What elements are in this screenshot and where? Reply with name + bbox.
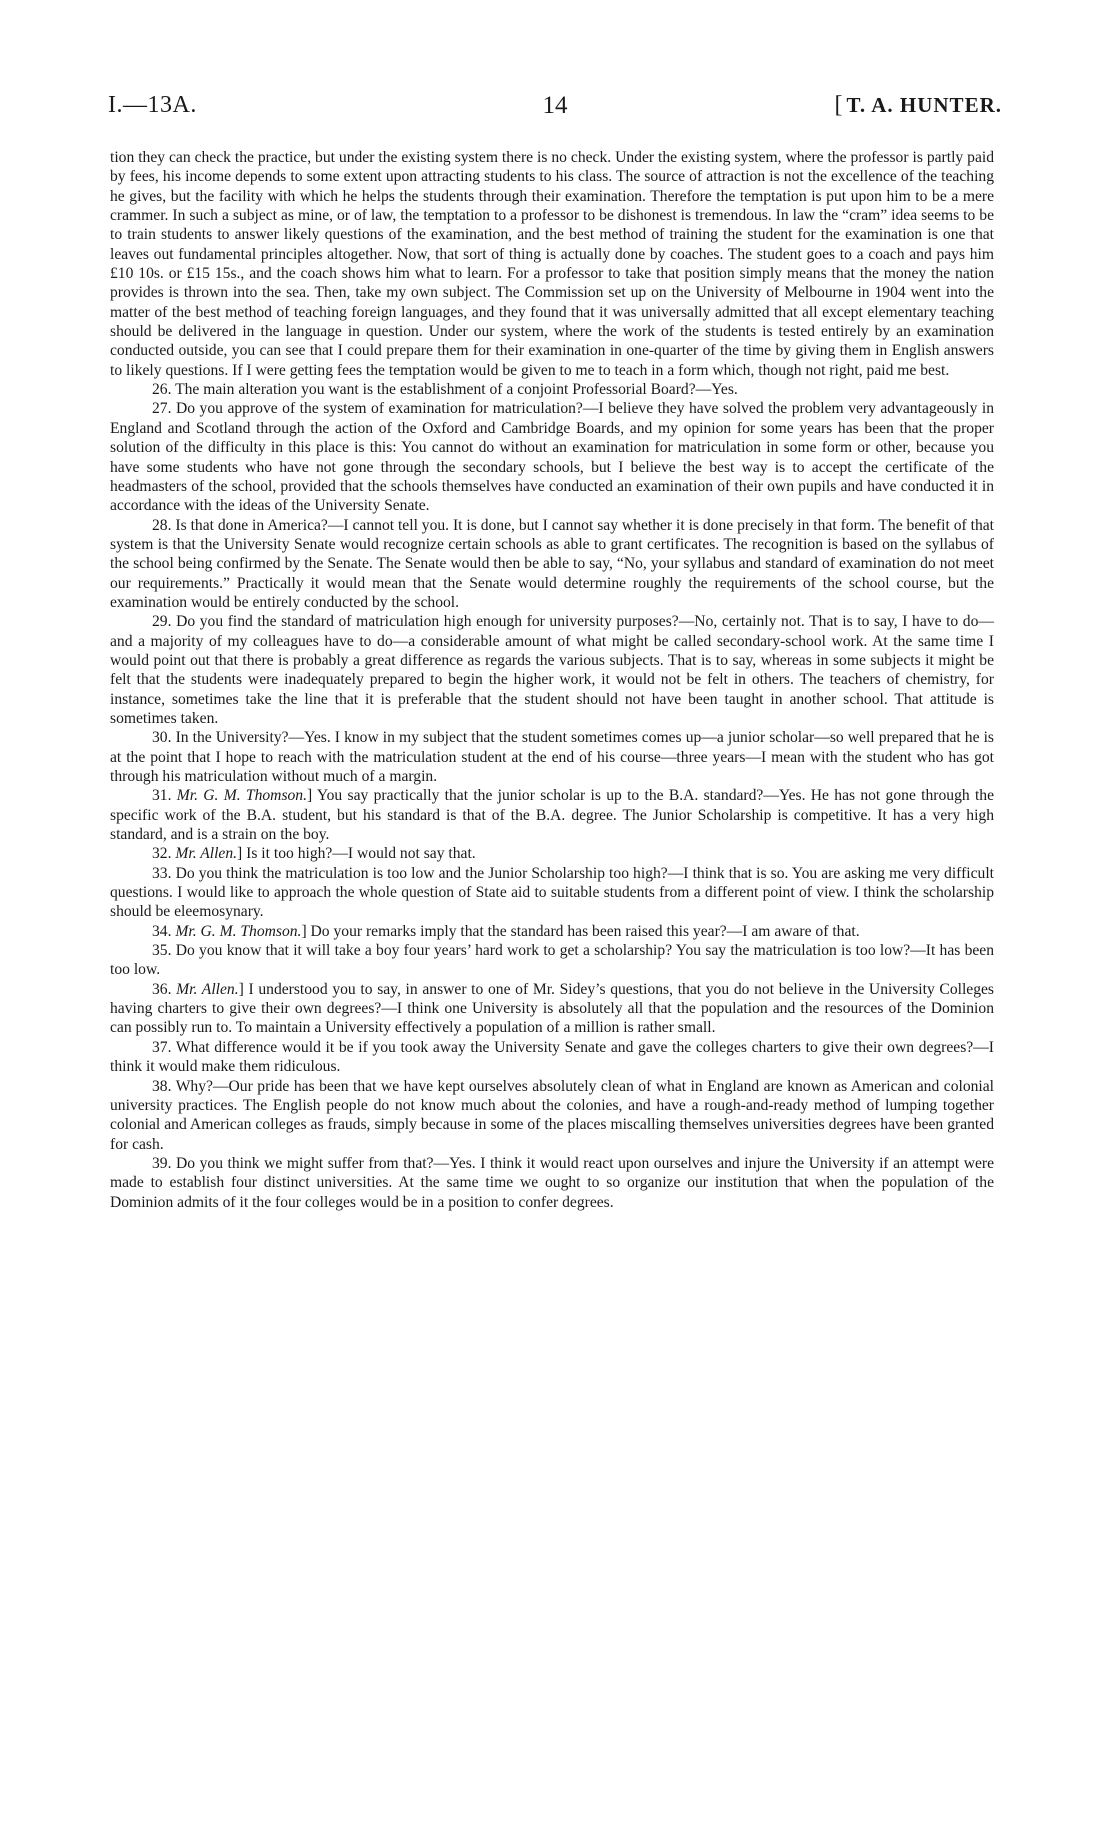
speaker-name: Mr. Allen. <box>176 980 239 998</box>
question-number: 29. <box>152 613 177 631</box>
question-number: 28. <box>152 516 176 534</box>
paragraph-text: tion they can check the practice, but under the existing system there is no check. Under the existing system, where the professor is partly paid by fees, his income depends to some extent upon attracting students to his class. The source of attraction is not the excellence of the teaching he gives, but the facility with which he helps the students through their examination. Therefore the temptation is put upon him to be a mere crammer. In such a subject as mine, or of law, the temptation to a professor to be dishonest is tremendous. In law the “cram” idea seems to be to train students to answer likely questions of the examination, and the best method of training the student for the examination is one that leaves out fundamental principles altogether. Now, that sort of thing is actually done by coaches. The student goes to a coach and pays him £10 10s. or £15 15s., and the coach shows him what to learn. For a professor to take that position simply means that the money the nation provides is thrown into the sea. Then, take my own subject. The Commission set up on the University of Melbourne in 1904 went into the matter of the best method of teaching foreign languages, and they found that it was universally admitted that all except elementary teaching should be delivered in the language in question. Under our system, where the work of the students is tested entirely by an examination conducted outside, you can see that I could prepare them for their examination in one-quarter of the time by giving them in English answers to likely questions. If I were getting fees the temptation would be given to me to teach in a form which, though not right, paid me best. <box>110 149 994 379</box>
question-35 <box>110 941 994 980</box>
question-text: What difference would it be if you took away the University Senate and gave the colleges charters to give their own degrees?—I think it would make them ridiculous. <box>110 1038 994 1076</box>
question-number: 26. <box>152 381 176 399</box>
question-text: The main alteration you want is the establishment of a conjoint Professorial Board?—Yes. <box>175 381 738 399</box>
question-36: 36. Mr. Allen.] I understood you to say, in answer to one of Mr. Sidey’s questions, that you do not believe in the University Colleges having charters to give their own degrees?—I think one University is absolutely all that the population and the resources of the Dominion can possibly run to. To maintain a University effectively a population of a million is rather small. <box>110 980 995 1037</box>
question-text: Why?—Our pride has been that we have kept ourselves absolutely clean of what in England are known as American and colonial university practices. The English people do not know much about the colonies, and have a rough-and-ready method of lumping together colonial and American colleges as frauds, simply because in some of the places miscalling themselves universities degrees have been granted for cash. <box>110 1077 995 1153</box>
question-text: Is it too high?—I would not say that. <box>246 845 476 863</box>
question-27 <box>110 399 994 515</box>
question-text: Do you know that it will take a boy four years’ hard work to get a scholarship? You say the matriculation is too low?—It has been too low. <box>110 942 995 979</box>
question-38 <box>110 1077 994 1154</box>
question-text: Do your remarks imply that the standard has been raised this year?—I am aware of that. <box>310 922 860 940</box>
witness-name: [ T. A. HUNTER. <box>834 92 1002 119</box>
question-29 <box>110 612 994 728</box>
page-header <box>108 92 1002 122</box>
question-number: 32. <box>152 845 176 863</box>
question-number: 37. <box>152 1038 176 1056</box>
speaker-name: Mr. Allen. <box>175 845 238 863</box>
question-number: 39. <box>152 1154 177 1172</box>
question-28 <box>110 516 994 613</box>
question-number: 30. <box>152 729 176 747</box>
question-text: I understood you to say, in answer to one of Mr. Sidey’s questions, that you do not believe in the University Colleges having charters to give their own degrees?—I think one University is absolutely all that the population and the resources of the Dominion can possibly run to. To maintain a University effectively a population of a million is rather small. <box>110 980 995 1037</box>
question-text: Do you find the standard of matriculation high enough for university purposes?—No, certainly not. That is to say, I have to do—and a majority of my colleagues have to do—a considerable amount of what might be called secondary-school work. At the same time I would point out that there is probably a great difference as regards the various subjects. That is to say, whereas in some subjects it might be felt that the students were inadequately prepared to begin the higher work, it would not be felt in others. The teachers of chemistry, for instance, sometimes take the line that it is preferable that the student should not have been taught in another school. That attitude is sometimes taken. <box>110 613 994 727</box>
document-reference: I.—13A. <box>108 92 197 118</box>
question-number: 34. <box>152 922 176 940</box>
question-text: In the University?—Yes. I know in my subject that the student sometimes comes up—a junior scholar—so well prepared that he is at the point that I hope to reach with the matriculation student at the end of his course—three years—I mean with the student who has got through his matriculation without much of a margin. <box>110 729 995 785</box>
question-text: Do you think the matriculation is too low and the Junior Scholarship too high?—I think that is so. You are asking me very difficult questions. I would like to approach the whole question of State aid to suitable students from a different point of view. I think the scholarship should be eleemosynary. <box>110 864 995 921</box>
question-31: 31. Mr. G. M. Thomson.] You say practically that the junior scholar is up to the B.A. standard?—Yes. He has not gone through the specific work of the B.A. student, but his standard is that of the B.A. degree. The Junior Scholarship is competitive. It has a very high standard, and is a strain on the boy. <box>110 787 995 844</box>
question-32: 32. Mr. Allen.] Is it too high?—I would not say that. <box>152 845 476 863</box>
question-text: Is that done in America?—I cannot tell you. It is done, but I cannot say whether it is done precisely in that form. The benefit of that system is that the University Senate would recognize certain schools as able to grant certificates. The recognition is based on the syllabus of the school being confirmed by the Senate. The Senate would then be able to say, “No, your syllabus and standard of examination do not meet our requirements.” Practically it would mean that the Senate would determine roughly the requirements of the school course, but the examination would be entirely conducted by the school. <box>110 516 995 611</box>
question-34: 34. Mr. G. M. Thomson.] Do your remarks imply that the standard has been raised this year?—I am aware of that. <box>152 922 860 940</box>
question-text: You say practically that the junior scholar is up to the B.A. standard?—Yes. He has not gone through the specific work of the B.A. student, but his standard is that of the B.A. degree. The Junior Scholarship is competitive. It has a very high standard, and is a strain on the boy. <box>110 787 995 844</box>
paragraph <box>110 148 994 380</box>
question-26 <box>110 380 994 399</box>
speaker-name: Mr. G. M. Thomson. <box>176 787 308 805</box>
question-number: 38. <box>152 1077 176 1095</box>
evidence-body <box>110 148 994 1212</box>
question-number: 36. <box>152 980 177 998</box>
question-33 <box>110 864 994 922</box>
question-39 <box>110 1154 994 1212</box>
question-number: 33. <box>152 864 176 882</box>
page-number: 14 <box>542 92 568 119</box>
question-37 <box>110 1038 994 1077</box>
speaker-name: Mr. G. M. Thomson. <box>175 922 302 940</box>
question-text: Do you think we might suffer from that?—Yes. I think it would react upon ourselves and injure the University if an attempt were made to establish four distinct universities. At the same time we ought to so organize our institution that when the population of the Dominion admits of it the four colleges would be in a position to confer degrees. <box>110 1154 994 1211</box>
question-number: 35. <box>152 942 176 960</box>
question-number: 31. <box>152 787 177 805</box>
question-30 <box>110 728 994 786</box>
question-text: Do you approve of the system of examination for matriculation?—I believe they have solved the problem very advantageously in England and Scotland through the action of the Oxford and Cambridge Boards, and my opinion for some years has been that the proper solution of the difficulty in this place is this: You cannot do without an examination for matriculation in some form or other, because you have some students who have not gone through the secondary schools, but I believe the best way is to accept the certificate of the headmasters of the school, provided that the schools themselves have conducted an examination of their own pupils and have conducted it in accordance with the ideas of the University Senate. <box>110 400 995 515</box>
question-number: 27. <box>152 400 176 418</box>
